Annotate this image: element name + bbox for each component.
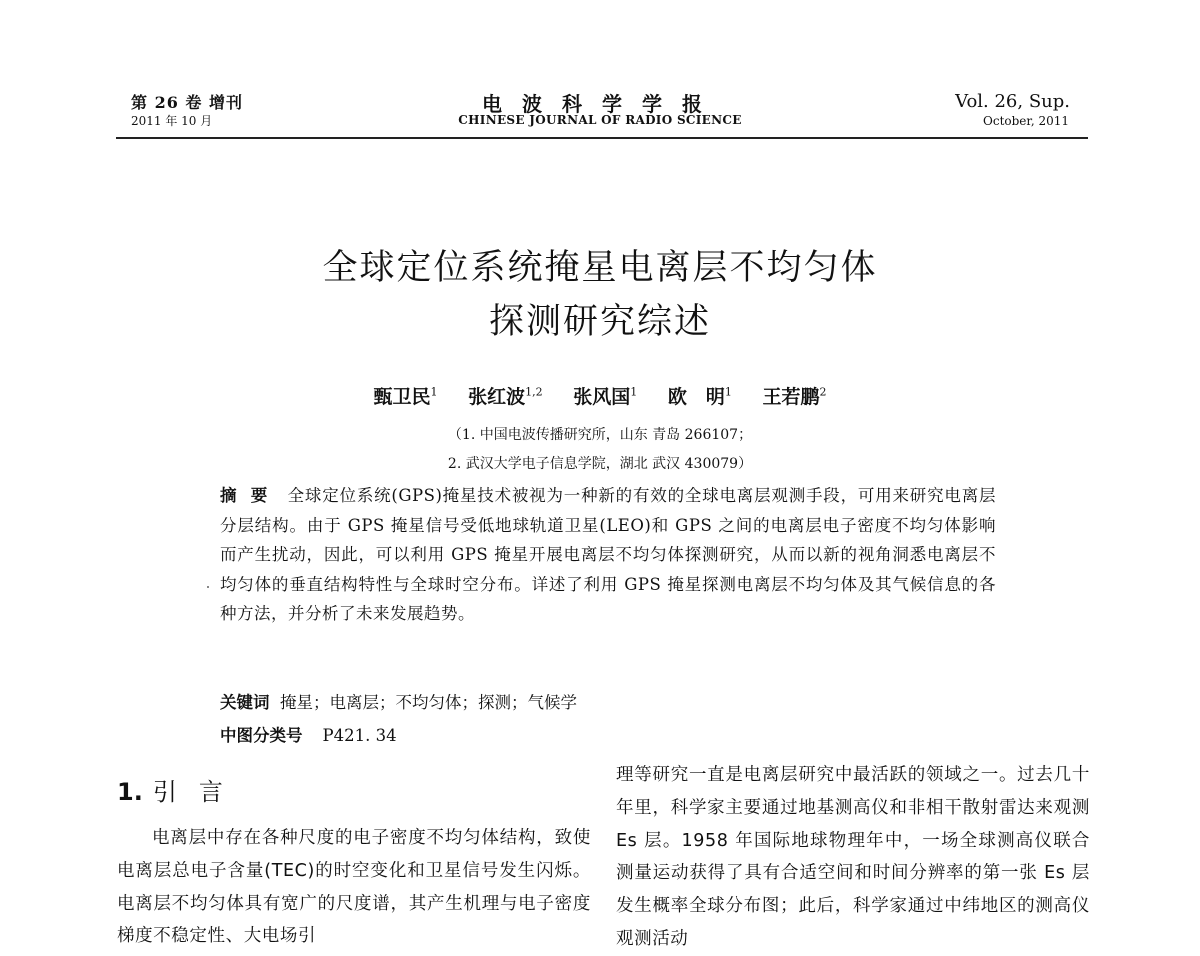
affiliation-line-2: 2. 武汉大学电子信息学院，湖北 武汉 430079）: [447, 456, 753, 472]
section-heading: [117, 772, 245, 807]
classification-label: 中图分类号: [220, 726, 303, 745]
paper-title-line-1: 全球定位系统掩星电离层不均匀体: [322, 248, 878, 288]
author-name: 王若鹏: [762, 386, 820, 408]
header-rule: [116, 137, 1088, 139]
section-number: 1.: [117, 778, 143, 806]
author: [373, 386, 437, 408]
author: [668, 386, 732, 408]
body-column-left: 电离层中存在各种尺度的电子密度不均匀体结构，致使电离层总电子含量(TEC)的时空变化和卫星信号发生闪烁。电离层不均匀体具有宽广的尺度谱，其产生机理与电子密度梯度不稳定性、大电场引: [117, 828, 591, 947]
keywords-label: 关键词: [220, 693, 270, 712]
author-name: 张红波: [468, 386, 526, 408]
author-affiliation-mark: 1,2: [525, 385, 543, 399]
author-affiliation-mark: 1: [724, 385, 732, 399]
paper-title-line-2: 探测研究综述: [488, 302, 711, 342]
volume-label-en: Vol. 26, Sup.: [955, 91, 1070, 112]
author-list: [0, 382, 1200, 409]
abstract-text: 全球定位系统(GPS)掩星技术被视为一种新的有效的全球电离层观测手段，可用来研究电离层分层结构。由于 GPS 掩星信号受低地球轨道卫星(LEO)和 GPS 之间的电离层电子密度不均匀体影响而产生扰动，因此，可以利用 GPS 掩星开展电离层不均匀体探测研究，从而以新的视角洞悉电离层不均匀体的垂直结构特性与全球时空分布。详述了利用 GPS 掩星探测电离层不均匀体及其气候信息的各种方法，并分析了未来发展趋势。: [220, 486, 996, 623]
date-label-cn: 2011 年 10 月: [131, 114, 213, 128]
author-name: 欧 明: [667, 386, 725, 408]
author-affiliation-mark: 1: [630, 385, 638, 399]
author-name: 甄卫民: [373, 386, 431, 408]
author-affiliation-mark: 1: [430, 385, 438, 399]
author-name: 张风国: [573, 386, 631, 408]
abstract-label: 摘要: [220, 486, 282, 505]
classification: [220, 721, 996, 751]
keywords: [220, 688, 996, 718]
keywords-text: 掩星；电离层；不均匀体；探测；气候学: [280, 693, 577, 712]
author: [573, 386, 637, 408]
abstract: [220, 481, 996, 629]
affiliation-line-1: （1. 中国电波传播研究所，山东 青岛 266107；: [447, 427, 753, 443]
journal-name-en: CHINESE JOURNAL OF RADIO SCIENCE: [458, 113, 742, 127]
section-title: 引言: [152, 778, 245, 806]
margin-mark: [207, 586, 209, 588]
author: [468, 386, 543, 408]
journal-name-cn: 电波科学学报: [482, 92, 722, 116]
volume-label-cn: 第 26 卷 增刊: [131, 93, 243, 112]
classification-code: P421. 34: [322, 726, 397, 745]
body-column-right: 理等研究一直是电离层研究中最活跃的领域之一。过去几十年里，科学家主要通过地基测高仪和非相干散射雷达来观测 Es 层。1958 年国际地球物理年中，一场全球测高仪联合测量运动获得了具有合适空间和时间分辨率的第一张 Es 层发生概率全球分布图；此后，科学家通过中纬地区的测高仪观测活动: [616, 765, 1090, 949]
date-label-en: October, 2011: [983, 114, 1069, 128]
author: [763, 386, 827, 408]
author-affiliation-mark: 2: [819, 385, 827, 399]
